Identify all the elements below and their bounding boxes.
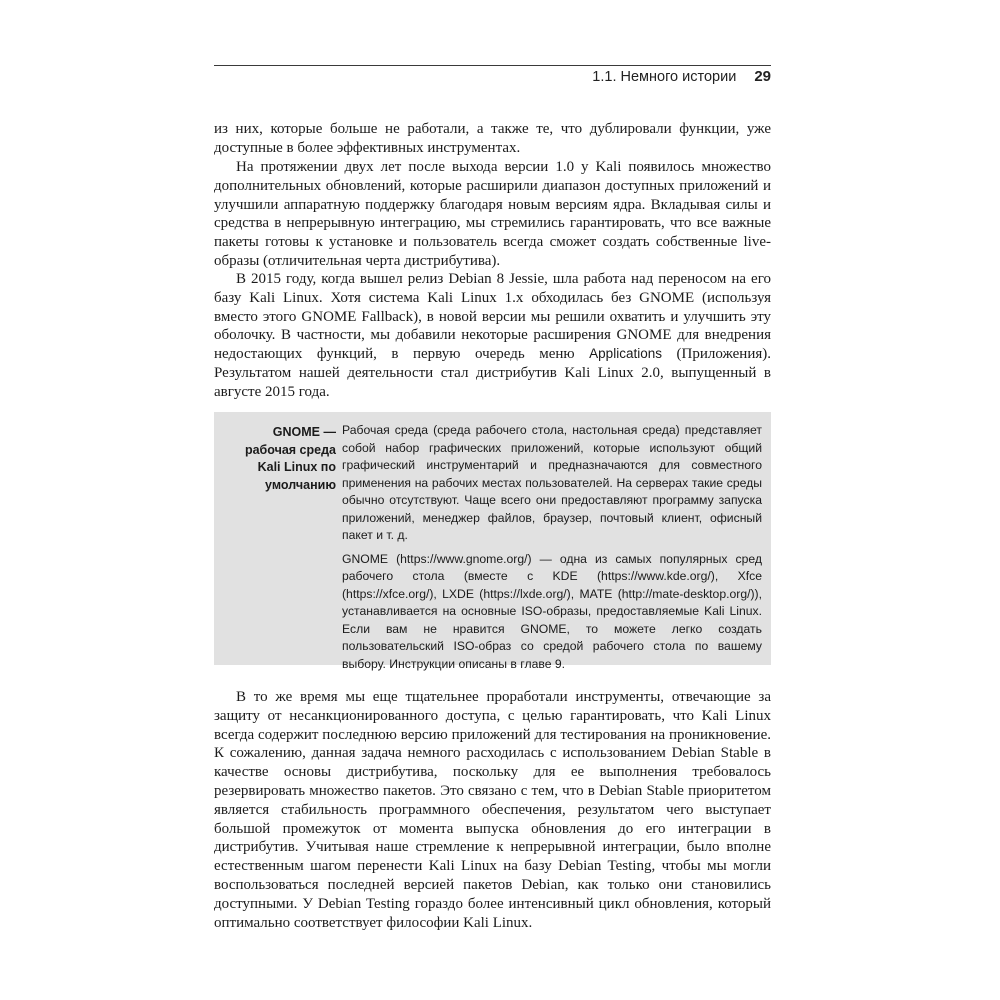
header-rule xyxy=(214,65,771,66)
running-head xyxy=(592,68,771,86)
paragraph-testing-text: В то же время мы еще тщательнее проработали инструменты, отвечающие за защиту от несанкционированного доступа, с целью гарантировать, что Kali Linux всегда содержит последнюю версию приложений для тестирования на проникновение. К сожалению, данная задача немного расходилась с использованием Debian Stable в качестве основы дистрибутива, поскольку для ее выполнения требовалось резервировать множество пакетов. Это связано с тем, что в Debian Stable приоритетом является стабильность программного обеспечения, результатом чего выступает большой промежуток от момента выпуска обновления до его интеграции в дистрибутив. Учитывая наше стремление к непрерывной интеграции, было вполне естественным шагом перенести Kali Linux на базу Debian Testing, чтобы мы могли воспользоваться последней версией пакетов Debian, как только они становились доступными. У Debian Testing гораздо более интенсивный цикл обновления, который оптимально соответствует философии Kali Linux. xyxy=(214,689,771,931)
paragraph-updates xyxy=(214,158,771,271)
paragraph-jessie xyxy=(214,270,771,402)
paragraph-jessie-text-a: В 2015 году, когда вышел релиз Debian 8 Jessie, шла работа над переносом на его базу Kali Linux. Хотя система Kali Linux 1.x обходилась без GNOME (используя вместо этого GNOME Fallback), в новой версии мы решили охватить и улучшить эту оболочку. В частности, мы добавили некоторые расширения GNOME для внедрения недостающих функций, в первую очередь меню xyxy=(214,271,771,363)
paragraph-continuation: из них, которые больше не работали, а также те, что дублировали функции, уже доступные в более эффективных инструментах. xyxy=(214,121,771,156)
paragraph-jessie-text-b: (Приложения). Результатом нашей деятельности стал дистрибутив Kali Linux 2.0, выпущенный в августе 2015 года. xyxy=(214,346,771,400)
sidebar-paragraph-gnome: GNOME (https://www.gnome.org/) — одна из самых популярных сред рабочего стола (вместе с KDE (https://www.kde.org/), Xfce (https://xfce.org/), LXDE (https://lxde.org/), MATE (http://mate-desktop.org/)), устанавливается на основные ISO-образы, предоставляемые Kali Linux. Если вам не нравится GNOME, то можете легко создать пользовательский ISO-образ со средой рабочего стола по вашему выбору. Инструкции описаны в главе 9. xyxy=(342,551,762,671)
paragraph-updates-text: На протяжении двух лет после выхода версии 1.0 у Kali появилось множество дополнительных обновлений, которые расширили диапазон доступных приложений и улучшили аппаратную поддержку благодаря новым версиям ядра. Вкладывая силы и средства в непрерывную интеграцию, мы стремились гарантировать, что все важные пакеты готовы к установке и пользователь всегда сможет создать собственные live-образы (отличительная черта дистрибутива). xyxy=(214,159,771,269)
gnome-sidebar-box xyxy=(214,412,771,671)
paragraph-testing xyxy=(214,688,771,932)
applications-menu-term: Applications xyxy=(589,346,662,362)
sidebar-title: GNOME — рабочая среда Kali Linux по умолчанию xyxy=(244,425,336,492)
sidebar-body xyxy=(342,422,762,679)
sidebar-paragraph-desktop-env: Рабочая среда (среда рабочего стола, настольная среда) представляет собой набор графических приложений, которые используют общий графический инструментарий и предназначаются для совместного применения на рабочих местах пользователей. На серверах такие среды обычно отсутствуют. Чаще всего они предоставляют программу запуска приложений, менеджер файлов, браузер, почтовый клиент, офисный пакет и т. д. xyxy=(342,423,762,542)
page-number: 29 xyxy=(754,68,771,85)
section-title: 1.1. Немного истории xyxy=(592,69,737,85)
